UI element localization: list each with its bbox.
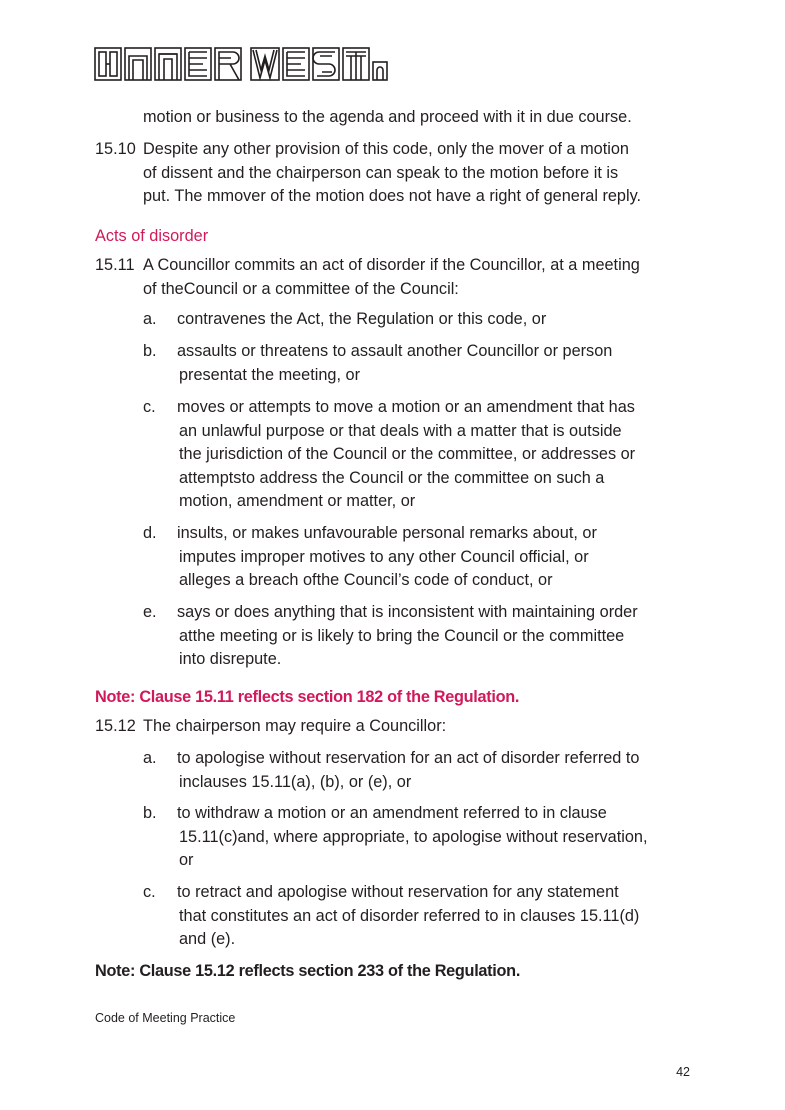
text-line: Despite any other provision of this code, only the mover of a motion (143, 140, 629, 158)
footer-document-title: Code of Meeting Practice (95, 1011, 236, 1025)
text-line: inclauses 15.11(a), (b), or (e), or (179, 772, 412, 791)
list-item (177, 308, 546, 332)
list-item-label: e. (143, 603, 157, 621)
text-line: or (179, 851, 194, 869)
list-item (177, 396, 635, 514)
list-item (177, 522, 597, 593)
list-item-label: a. (143, 310, 157, 328)
clause-number: 15.10 (95, 140, 136, 158)
text-line: to apologise without reservation for an act of disorder referred to (177, 749, 640, 767)
continuation-text: motion or business to the agenda and proceed with it in due course. (143, 108, 632, 126)
text-line: attemptsto address the Council or the committee on such a (179, 468, 605, 487)
clause-15-11-text (143, 254, 640, 301)
text-line: atthe meeting or is likely to bring the Council or the committee (179, 626, 625, 645)
text-line: to withdraw a motion or an amendment referred to in clause (177, 804, 607, 822)
text-line: the jurisdiction of the Council or the committee, or addresses or (179, 445, 636, 463)
text-line: assaults or threatens to assault another Councillor or person (177, 342, 613, 360)
list-item-label: c. (143, 883, 156, 901)
text-line: of theCouncil or a committee of the Council: (143, 279, 459, 298)
list-item-label: b. (143, 342, 157, 360)
text-line: says or does anything that is inconsistent with maintaining order (177, 603, 638, 621)
list-item-label: b. (143, 804, 157, 822)
list-item-label: d. (143, 524, 157, 542)
list-item-label: c. (143, 398, 156, 416)
inner-west-logo (94, 46, 390, 82)
text-line: insults, or makes unfavourable personal remarks about, or (177, 524, 597, 542)
text-line: motion, amendment or matter, or (179, 492, 416, 510)
list-item-label: a. (143, 749, 157, 767)
note-15-12: Note: Clause 15.12 reflects section 233 of the Regulation. (95, 962, 521, 980)
text-line: and (e). (179, 930, 236, 948)
text-line: that constitutes an act of disorder referred to in clauses 15.11(d) (179, 906, 640, 925)
clause-number: 15.11 (95, 256, 135, 274)
text-line: presentat the meeting, or (179, 365, 361, 384)
text-line: contravenes the Act, the Regulation or this code, or (177, 310, 547, 328)
list-item (177, 601, 638, 672)
list-item (177, 747, 639, 794)
page-number: 42 (676, 1065, 690, 1079)
list-item (177, 802, 648, 873)
clause-number: 15.12 (95, 717, 136, 735)
clause-15-12-text (143, 715, 446, 739)
text-line: alleges a breach ofthe Council’s code of conduct, or (179, 571, 553, 589)
text-line: to retract and apologise without reservation for any statement (177, 883, 619, 901)
list-item (177, 881, 639, 952)
text-line: 15.11(c)and, where appropriate, to apologise without reservation, (179, 827, 648, 846)
section-heading: Acts of disorder (95, 227, 209, 245)
text-line: imputes improper motives to any other Council official, or (179, 547, 589, 566)
text-line: of dissent and the chairperson can speak to the motion before it is (143, 163, 619, 182)
text-line: A Councillor commits an act of disorder if the Councillor, at a meeting (143, 256, 640, 274)
note-15-11: Note: Clause 15.11 reflects section 182 of the Regulation. (95, 688, 520, 706)
text-line: The chairperson may require a Councillor: (143, 717, 447, 735)
list-item (177, 340, 612, 387)
text-line: put. The mmover of the motion does not have a right of general reply. (143, 187, 642, 205)
text-line: an unlawful purpose or that deals with a matter that is outside (179, 421, 622, 440)
text-line: into disrepute. (179, 650, 282, 668)
text-line: moves or attempts to move a motion or an amendment that has (177, 398, 635, 416)
clause-15-10-text (143, 138, 641, 209)
